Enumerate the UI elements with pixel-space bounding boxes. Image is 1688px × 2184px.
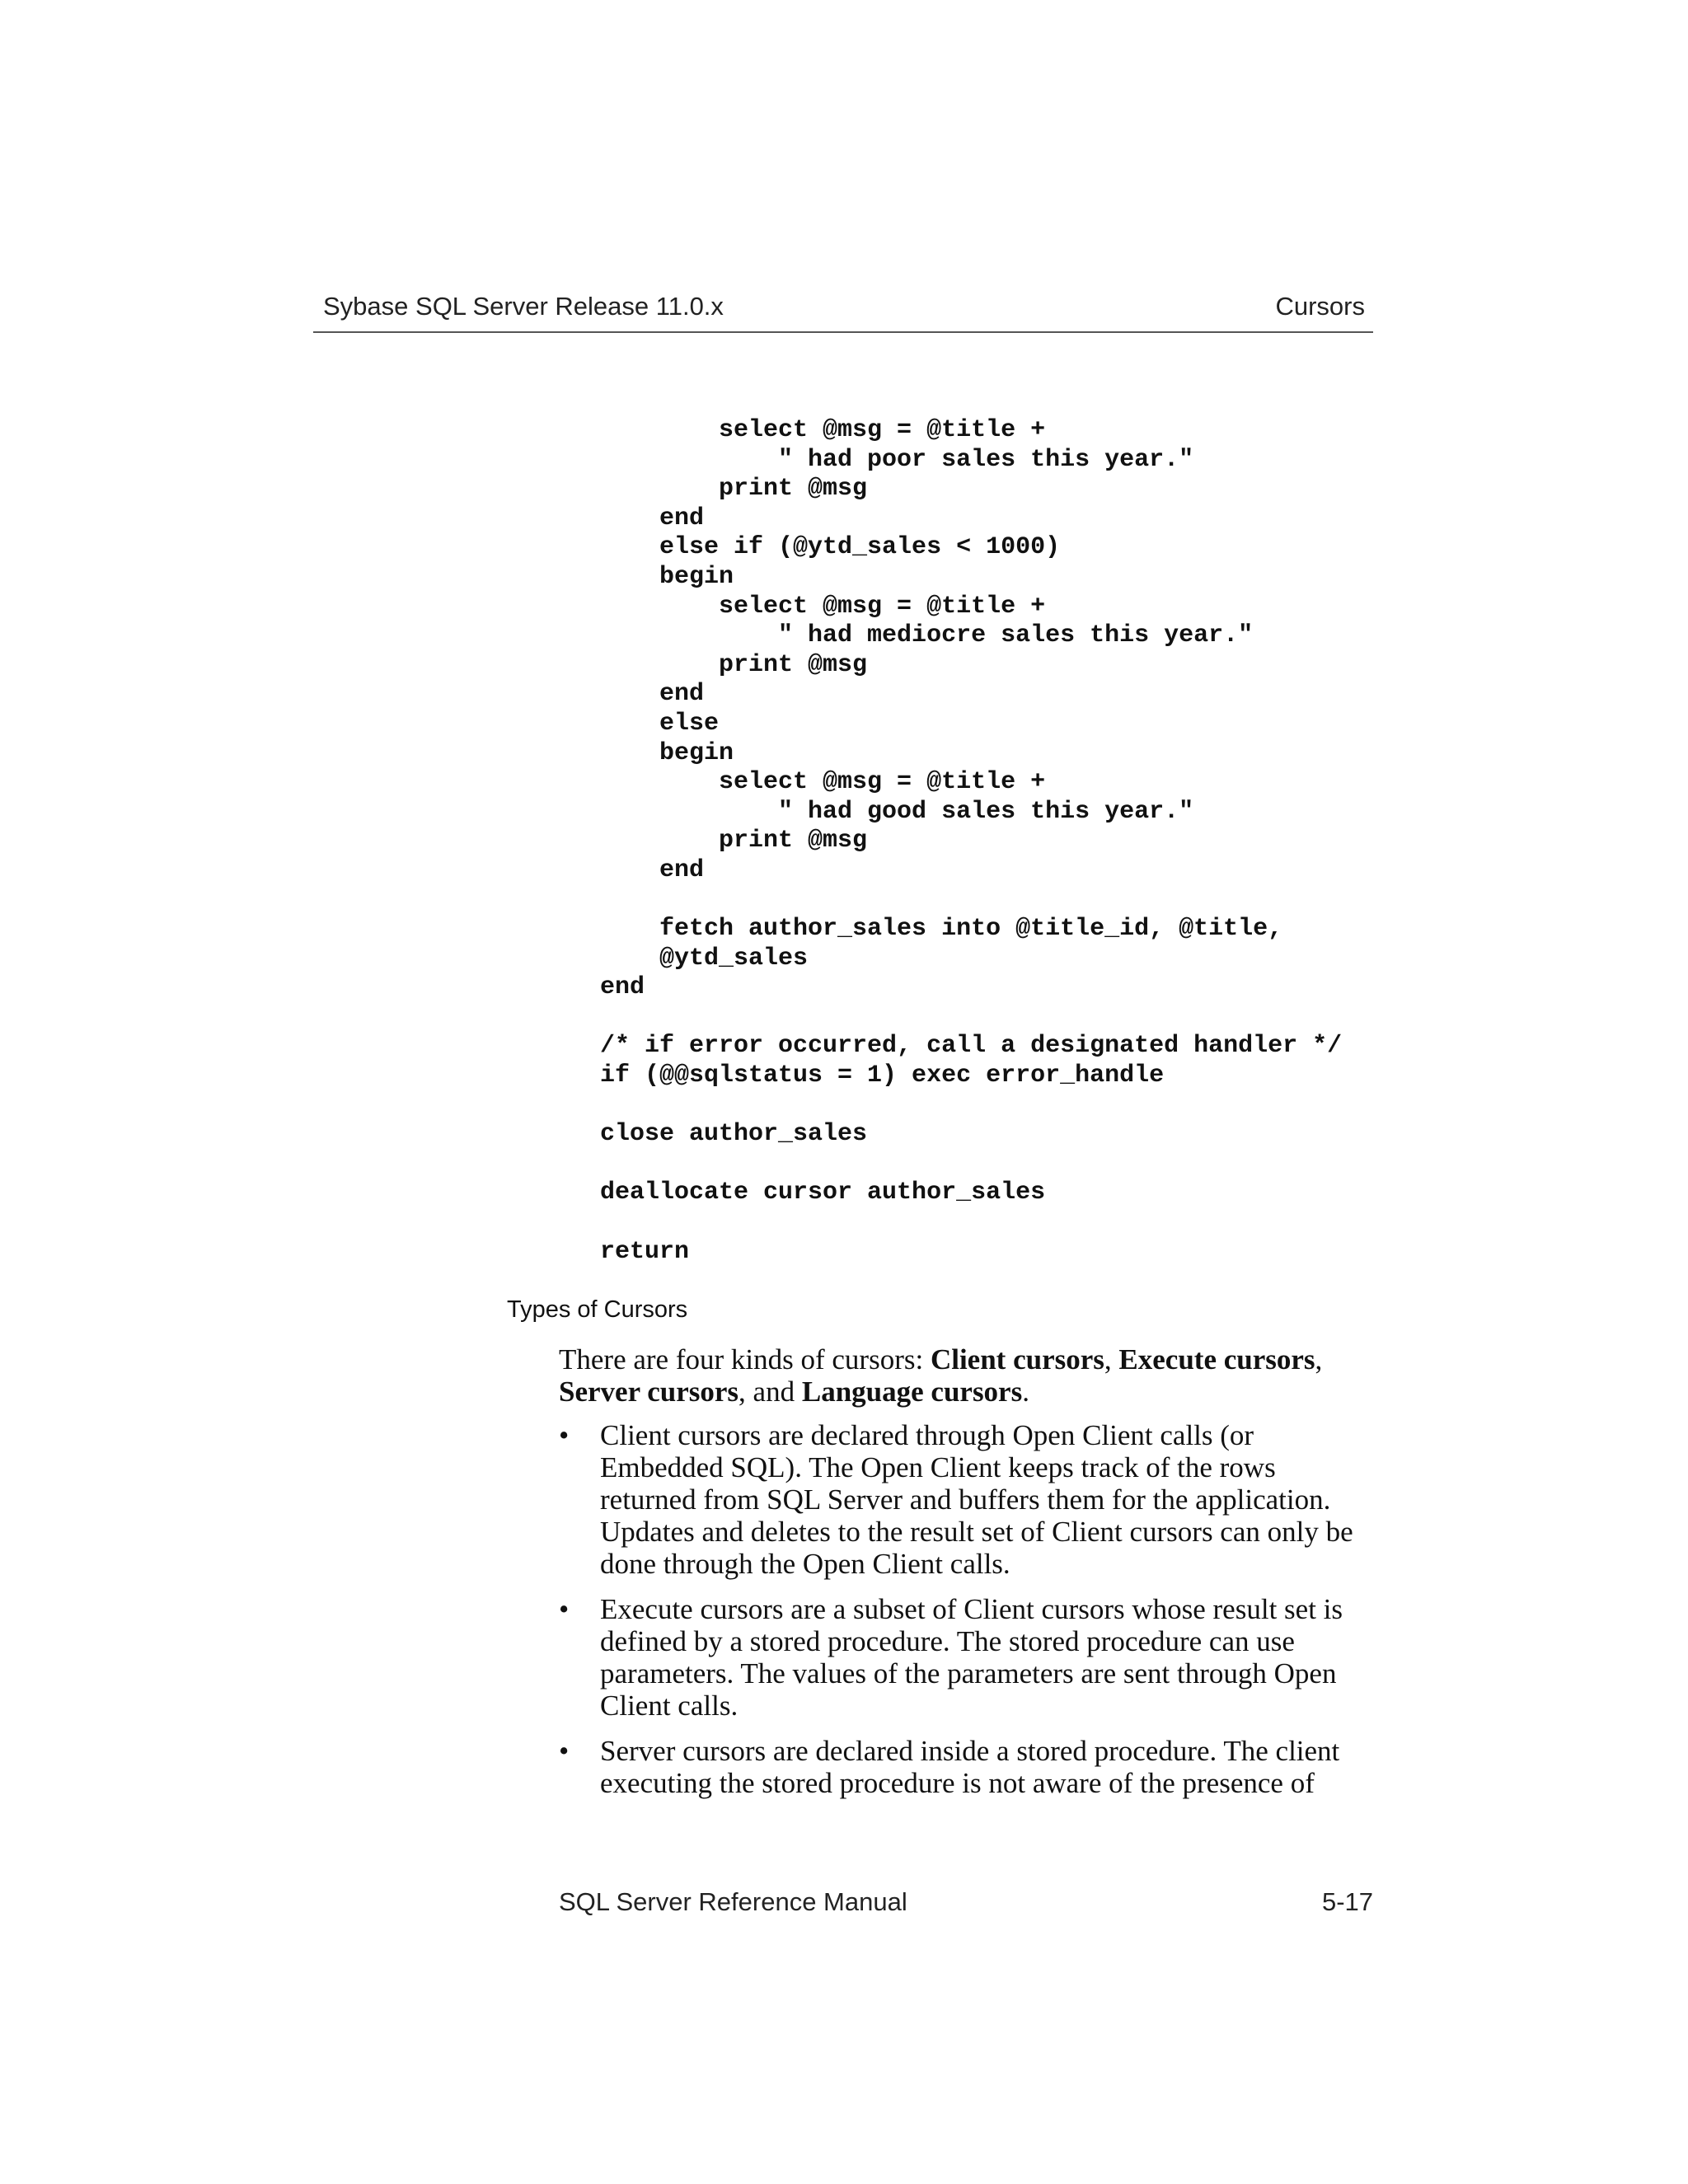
running-footer — [559, 1887, 1373, 1917]
code-line: end — [600, 973, 645, 1002]
code-line: " had mediocre sales this year." — [600, 621, 1254, 650]
code-line — [600, 1003, 1342, 1033]
bullet-text: Execute cursors are a subset of Client cursors whose result set is defined by a stored procedure. The stored procedure can use parameters. The values of the parameters are sent through Open Client calls. — [600, 1593, 1343, 1722]
code-line — [600, 1091, 1342, 1121]
code-line — [600, 886, 1342, 916]
bullet-icon: • — [559, 1419, 570, 1451]
code-line: select @msg = @title + — [600, 768, 1046, 797]
term-client-cursors: Client cursors — [930, 1343, 1104, 1376]
code-line: if (@@sqlstatus = 1) exec error_handle — [600, 1062, 1165, 1090]
code-line: select @msg = @title + — [600, 416, 1046, 444]
code-line: begin — [600, 562, 734, 591]
header-product-title: Sybase SQL Server Release 11.0.x — [323, 292, 724, 321]
code-line: deallocate cursor author_sales — [600, 1179, 1046, 1207]
running-header — [313, 280, 1373, 333]
term-server-cursors: Server cursors — [559, 1376, 739, 1408]
code-line: print @msg — [600, 475, 868, 504]
code-line: /* if error occurred, call a designated handler */ — [600, 1032, 1343, 1061]
intro-separator: , — [1315, 1343, 1323, 1376]
code-line: " had poor sales this year." — [600, 445, 1194, 474]
code-line: return — [600, 1237, 690, 1266]
term-language-cursors: Language cursors — [801, 1376, 1023, 1408]
bullet-list — [559, 1419, 1375, 1812]
code-line — [600, 1150, 1342, 1179]
code-line: end — [600, 680, 705, 709]
code-line: else if (@ytd_sales < 1000) — [600, 533, 1061, 562]
code-line: fetch author_sales into @title_id, @title, — [600, 915, 1283, 944]
list-item — [559, 1735, 1375, 1799]
code-line: print @msg — [600, 650, 868, 679]
code-line — [600, 1208, 1342, 1238]
list-item — [559, 1419, 1375, 1580]
code-line: close author_sales — [600, 1120, 868, 1149]
code-line: print @msg — [600, 827, 868, 855]
header-chapter-title: Cursors — [1275, 292, 1365, 321]
intro-separator: , — [1104, 1343, 1119, 1376]
page-number: 5-17 — [1321, 1887, 1373, 1916]
section-heading: Types of Cursors — [507, 1296, 688, 1323]
code-line: else — [600, 709, 720, 738]
intro-paragraph — [559, 1343, 1375, 1408]
bullet-icon: • — [559, 1593, 570, 1625]
code-line: " had good sales this year." — [600, 797, 1194, 826]
bullet-text: Server cursors are declared inside a stored procedure. The client executing the stored procedure is not aware of the presence of — [600, 1735, 1340, 1799]
bullet-text: Client cursors are declared through Open Client calls (or Embedded SQL). The Open Client keeps track of the rows returned from SQL Server and buffers them for the application. Updates and deletes to the result set of Client cursors can only be done through the Open Client calls. — [600, 1419, 1353, 1580]
code-block — [600, 416, 1342, 1267]
intro-separator: , and — [738, 1376, 802, 1408]
code-line: select @msg = @title + — [600, 592, 1046, 621]
bullet-icon: • — [559, 1735, 570, 1767]
code-line: @ytd_sales — [600, 944, 809, 972]
term-execute-cursors: Execute cursors — [1118, 1343, 1315, 1376]
list-item — [559, 1593, 1375, 1722]
code-line: end — [600, 855, 705, 884]
intro-end: . — [1022, 1376, 1029, 1408]
code-line: end — [600, 504, 705, 532]
intro-prefix: There are four kinds of cursors: — [559, 1343, 931, 1376]
code-line: begin — [600, 738, 734, 767]
footer-manual-title: SQL Server Reference Manual — [559, 1887, 907, 1916]
